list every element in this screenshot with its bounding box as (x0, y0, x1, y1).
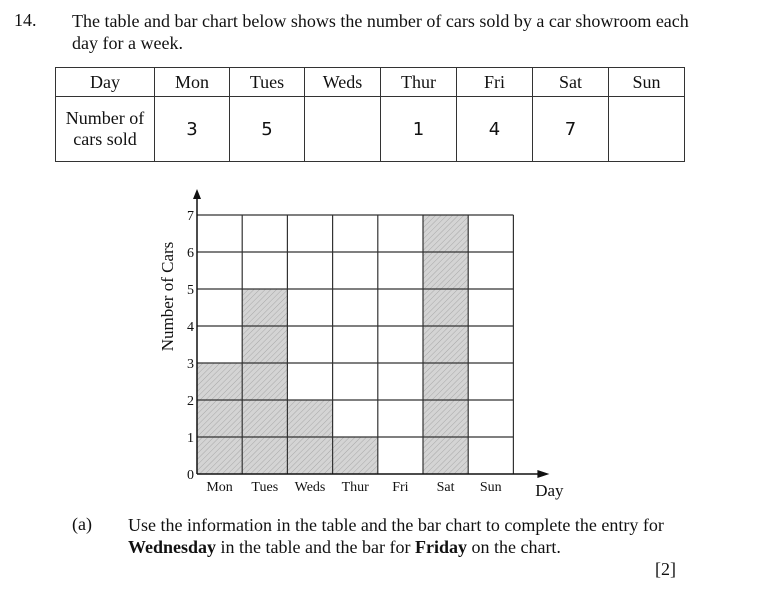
y-axis-title: Number of Cars (158, 241, 177, 352)
value-cell-fri: 4 (457, 97, 533, 162)
question-number: 14. (14, 10, 37, 30)
part-a-text-2: in the table and the bar for (216, 537, 415, 557)
part-a-text (128, 514, 698, 558)
x-tick-label: Fri (392, 480, 409, 495)
header-cell: Fri (457, 68, 533, 97)
y-tick-label: 0 (187, 468, 194, 483)
bar-thur (333, 437, 378, 474)
part-a-bold-friday: Friday (414, 537, 467, 557)
x-axis-arrow (537, 470, 549, 478)
y-tick-label: 6 (187, 246, 194, 261)
y-tick-label: 5 (187, 283, 194, 298)
bar-mon (197, 363, 242, 474)
header-cell: Sun (609, 68, 685, 97)
y-tick-label: 4 (187, 320, 194, 335)
x-tick-label: Weds (294, 480, 326, 495)
x-tick-label: Tues (251, 480, 279, 495)
header-cell: Mon (155, 68, 230, 97)
bar-tues (242, 289, 287, 474)
x-tick-label: Sun (479, 480, 502, 495)
part-a-text-1: Use the information in the table and the bar chart to complete the entry for (128, 515, 664, 535)
x-axis-title: Day (535, 481, 564, 500)
value-cell-sat: 7 (533, 97, 609, 162)
header-cell-day: Day (56, 68, 155, 97)
part-a-label: (a) (72, 514, 92, 534)
y-tick-label: 1 (187, 431, 194, 446)
y-axis-arrow (193, 189, 201, 199)
part-a-text-3: on the chart. (466, 537, 561, 557)
question-intro: The table and bar chart below shows the number of cars sold by a car showroom each day for a week. (72, 11, 689, 53)
header-cell: Weds (305, 68, 381, 97)
bar-sat (423, 215, 468, 474)
value-cell-tues: 5 (230, 97, 305, 162)
y-tick-label: 2 (187, 394, 194, 409)
header-cell: Thur (381, 68, 457, 97)
value-cell-thur: 1 (381, 97, 457, 162)
x-tick-label: Sat (436, 480, 455, 495)
x-tick-label: Mon (206, 480, 233, 495)
header-cell: Sat (533, 68, 609, 97)
y-tick-label: 7 (187, 209, 194, 224)
x-tick-label: Thur (341, 480, 369, 495)
header-cell: Tues (230, 68, 305, 97)
part-a-bold-wednesday: Wednesday (128, 537, 217, 557)
marks-label: [2] (655, 559, 676, 579)
y-tick-label: 3 (187, 357, 194, 372)
row-label-cars-sold: Number of cars sold (56, 97, 155, 162)
value-cell-mon: 3 (155, 97, 230, 162)
